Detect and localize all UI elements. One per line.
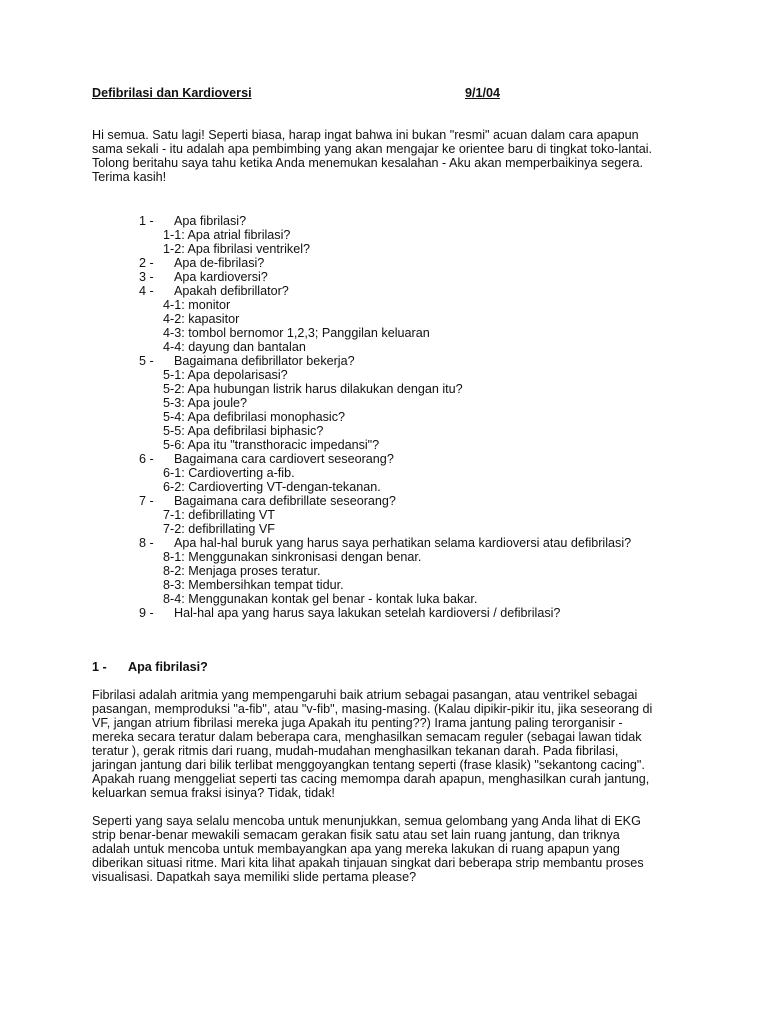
- toc-subitem: 5-6: Apa itu "transthoracic impedansi"?: [163, 438, 380, 452]
- toc-sublist: [139, 508, 699, 536]
- toc-item-number: 2 -: [139, 256, 154, 270]
- toc-subitem: 1-2: Apa fibrilasi ventrikel?: [163, 242, 310, 256]
- paragraph-line: mereka secara teratur dalam beberapa cara, menghasilkan semacam reguler (sebagai lawan tidak: [92, 730, 642, 744]
- toc-item-number: 5 -: [139, 354, 154, 368]
- toc-item: [139, 214, 699, 256]
- toc-item-number: 9 -: [139, 606, 154, 620]
- toc-item-label: Apa fibrilasi?: [174, 214, 247, 228]
- paragraph-line: Seperti yang saya selalu mencoba untuk menunjukkan, semua gelombang yang Anda lihat di EKG: [92, 814, 641, 828]
- toc-subitem: 5-3: Apa joule?: [163, 396, 248, 410]
- paragraph-line: jaringan jantung dari bilik terlibat menggoyangkan tentang seperti (frase klasik) "sekantong cacing".: [92, 758, 645, 772]
- toc-item: [139, 270, 699, 284]
- toc-item-label: Bagaimana defibrillator bekerja?: [174, 354, 355, 368]
- toc-item-number: 3 -: [139, 270, 154, 284]
- toc-item-label: Hal-hal apa yang harus saya lakukan setelah kardioversi / defibrilasi?: [174, 606, 561, 620]
- toc-subitem: 7-1: defibrillating VT: [163, 508, 275, 522]
- toc-subitem: 4-1: monitor: [163, 298, 231, 312]
- toc-subitem: 4-3: tombol bernomor 1,2,3; Panggilan keluaran: [163, 326, 430, 340]
- toc-subitem: 6-2: Cardioverting VT-dengan-tekanan.: [163, 480, 381, 494]
- toc-sublist: [139, 368, 699, 452]
- paragraph-line: Fibrilasi adalah aritmia yang mempengaruhi baik atrium sebagai pasangan, atau ventrikel sebagai: [92, 688, 638, 702]
- toc-item: [139, 536, 699, 606]
- section-title: Apa fibrilasi?: [128, 660, 208, 674]
- intro-paragraph: [92, 128, 682, 184]
- toc-item-label: Bagaimana cara defibrillate seseorang?: [174, 494, 396, 508]
- toc-subitem: 8-3: Membersihkan tempat tidur.: [163, 578, 344, 592]
- toc-item: [139, 606, 699, 620]
- toc-subitem: 5-4: Apa defibrilasi monophasic?: [163, 410, 346, 424]
- toc-item-number: 6 -: [139, 452, 154, 466]
- section-heading: [92, 660, 208, 674]
- toc-subitem: 5-5: Apa defibrilasi biphasic?: [163, 424, 324, 438]
- toc-subitem: 8-4: Menggunakan kontak gel benar - kontak luka bakar.: [163, 592, 478, 606]
- table-of-contents: [139, 214, 699, 620]
- toc-item: [139, 284, 699, 354]
- section-paragraph: [92, 814, 682, 884]
- section-paragraph: [92, 688, 682, 800]
- toc-sublist: [139, 466, 699, 494]
- paragraph-line: diberikan situasi ritme. Mari kita lihat apakah tinjauan singkat dari beberapa strip membantu proses: [92, 856, 644, 870]
- toc-item-label: Apa de-fibrilasi?: [174, 256, 265, 270]
- toc-subitem: 5-2: Apa hubungan listrik harus dilakukan dengan itu?: [163, 382, 463, 396]
- toc-subitem: 8-1: Menggunakan sinkronisasi dengan benar.: [163, 550, 422, 564]
- intro-line: Tolong beritahu saya tahu ketika Anda menemukan kesalahan - Aku akan memperbaikinya segera.: [92, 156, 643, 170]
- document-title: Defibrilasi dan Kardioversi: [92, 86, 252, 100]
- toc-item-number: 1 -: [139, 214, 154, 228]
- paragraph-line: strip benar-benar mewakili semacam gerakan fisik satu atau set lain ruang jantung, dan triknya: [92, 828, 620, 842]
- section-number: 1 -: [92, 660, 107, 674]
- toc-subitem: 8-2: Menjaga proses teratur.: [163, 564, 321, 578]
- toc-item-label: Apa hal-hal buruk yang harus saya perhatikan selama kardioversi atau defibrilasi?: [174, 536, 632, 550]
- paragraph-line: visualisasi. Dapatkah saya memiliki slide pertama please?: [92, 870, 417, 884]
- paragraph-line: adalah untuk mencoba untuk membayangkan apa yang mereka lakukan di ruang apapun yang: [92, 842, 620, 856]
- document-header: [92, 86, 692, 102]
- toc-subitem: 4-2: kapasitor: [163, 312, 240, 326]
- toc-subitem: 4-4: dayung dan bantalan: [163, 340, 306, 354]
- toc-item-label: Apakah defibrillator?: [174, 284, 289, 298]
- document-date: 9/1/04: [465, 86, 501, 100]
- paragraph-line: Apakah ruang menggeliat seperti tas cacing memompa darah apapun, menghasilkan curah jantung,: [92, 772, 650, 786]
- toc-item-number: 8 -: [139, 536, 154, 550]
- toc-subitem: 5-1: Apa depolarisasi?: [163, 368, 288, 382]
- toc-item: [139, 256, 699, 270]
- toc-subitem: 6-1: Cardioverting a-fib.: [163, 466, 295, 480]
- toc-item-number: 4 -: [139, 284, 154, 298]
- intro-line: sama sekali - itu adalah apa pembimbing yang akan mengajar ke orientee baru di tingkat toko-lantai.: [92, 142, 653, 156]
- toc-sublist: [139, 228, 699, 256]
- toc-sublist: [139, 298, 699, 354]
- toc-sublist: [139, 550, 699, 606]
- intro-line: Hi semua. Satu lagi! Seperti biasa, harap ingat bahwa ini bukan "resmi" acuan dalam cara apapun: [92, 128, 639, 142]
- toc-item-label: Apa kardioversi?: [174, 270, 268, 284]
- toc-item: [139, 354, 699, 452]
- toc-item-number: 7 -: [139, 494, 154, 508]
- paragraph-line: keluarkan semua fraksi isinya? Tidak, tidak!: [92, 786, 335, 800]
- toc-item: [139, 494, 699, 536]
- toc-item-label: Bagaimana cara cardiovert seseorang?: [174, 452, 394, 466]
- paragraph-line: VF, jangan atrium fibrilasi mereka juga Apakah itu penting??) Irama jantung paling terorganisir -: [92, 716, 623, 730]
- toc-subitem: 7-2: defibrillating VF: [163, 522, 275, 536]
- toc-subitem: 1-1: Apa atrial fibrilasi?: [163, 228, 291, 242]
- intro-line: Terima kasih!: [92, 170, 167, 184]
- toc-item: [139, 452, 699, 494]
- paragraph-line: teratur ), gerak ritmis dari ruang, mudah-mudahan menghasilkan tekanan darah. Pada fibrilasi,: [92, 744, 619, 758]
- paragraph-line: pasangan, memproduksi "a-fib", atau "v-fib", masing-masing. (Kalau dipikir-pikir itu, jika seseorang di: [92, 702, 653, 716]
